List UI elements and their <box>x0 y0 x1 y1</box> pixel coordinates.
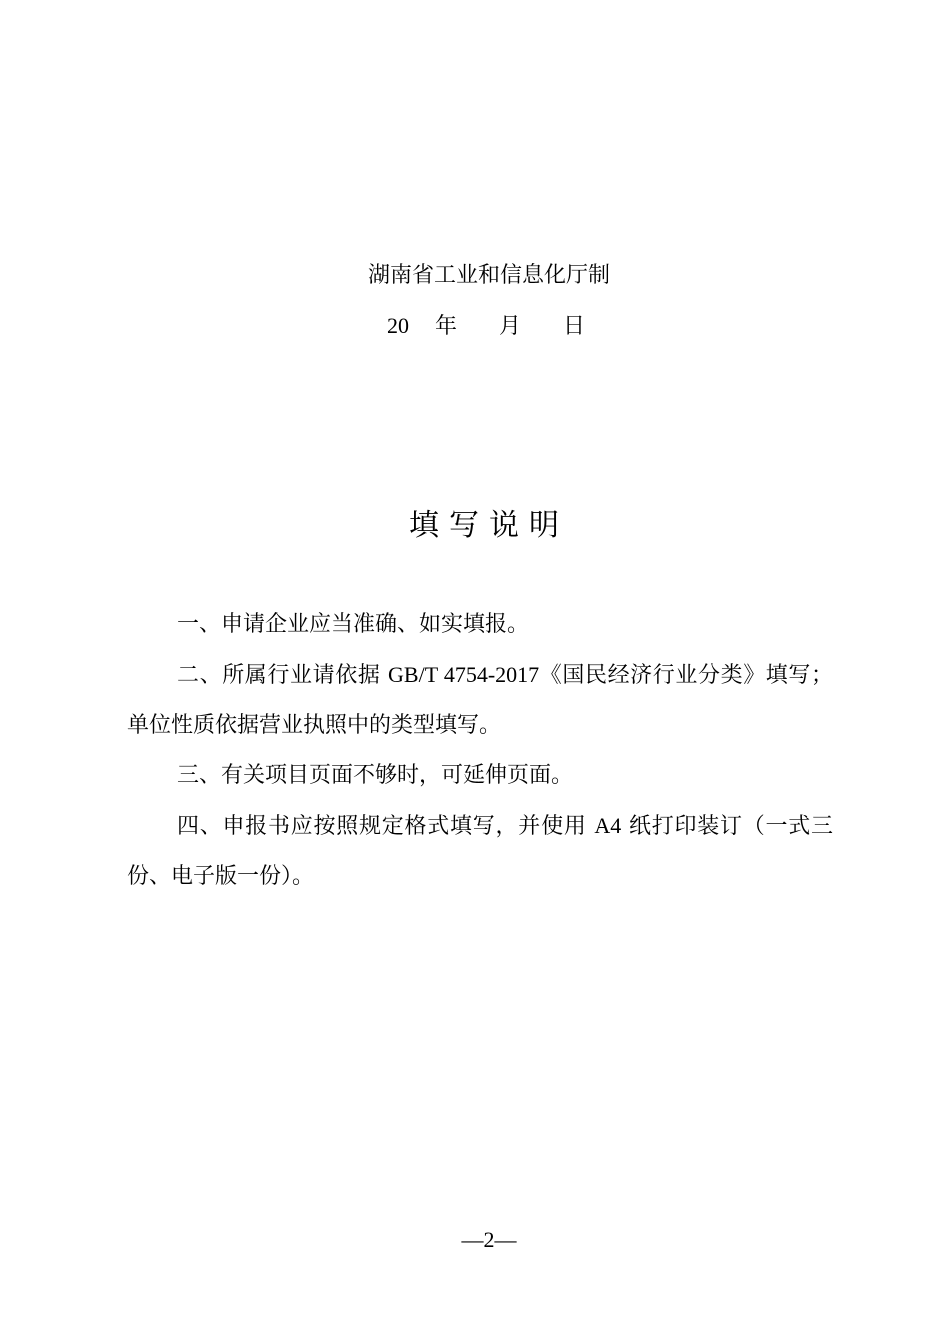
page-number: —2— <box>461 1227 517 1252</box>
date-year-prefix: 20 <box>387 313 409 338</box>
issuer-line: 湖南省工业和信息化厅制 <box>367 263 610 288</box>
instruction-item-4-pre: 四、申报书应按照规定格式填写，并使用 <box>177 814 595 839</box>
instruction-item-2-post: 《国民经济行业分类》填写；单位性质依据营业执照中的类型填写。 <box>127 663 833 738</box>
instruction-item-1: 一、申请企业应当准确、如实填报。 <box>177 612 530 637</box>
instructions-title: 填写说明 <box>409 508 569 543</box>
date-year-label: 年 <box>435 314 458 339</box>
date-day-label: 日 <box>563 314 586 339</box>
paper-size: A4 <box>594 813 622 838</box>
date-line <box>387 308 585 345</box>
date-month-label: 月 <box>499 314 522 339</box>
standard-code: GB/T 4754-2017 <box>388 662 540 687</box>
instruction-item-3: 三、有关项目页面不够时，可延伸页面。 <box>177 763 574 788</box>
instruction-item-2 <box>127 650 833 751</box>
instruction-item-2-pre: 二、所属行业请依据 <box>177 663 389 688</box>
instruction-item-4 <box>127 801 833 902</box>
instructions-list <box>127 600 833 902</box>
instruction-item-4-post: 纸打印装订（一式三份、电子版一份）。 <box>127 814 833 889</box>
